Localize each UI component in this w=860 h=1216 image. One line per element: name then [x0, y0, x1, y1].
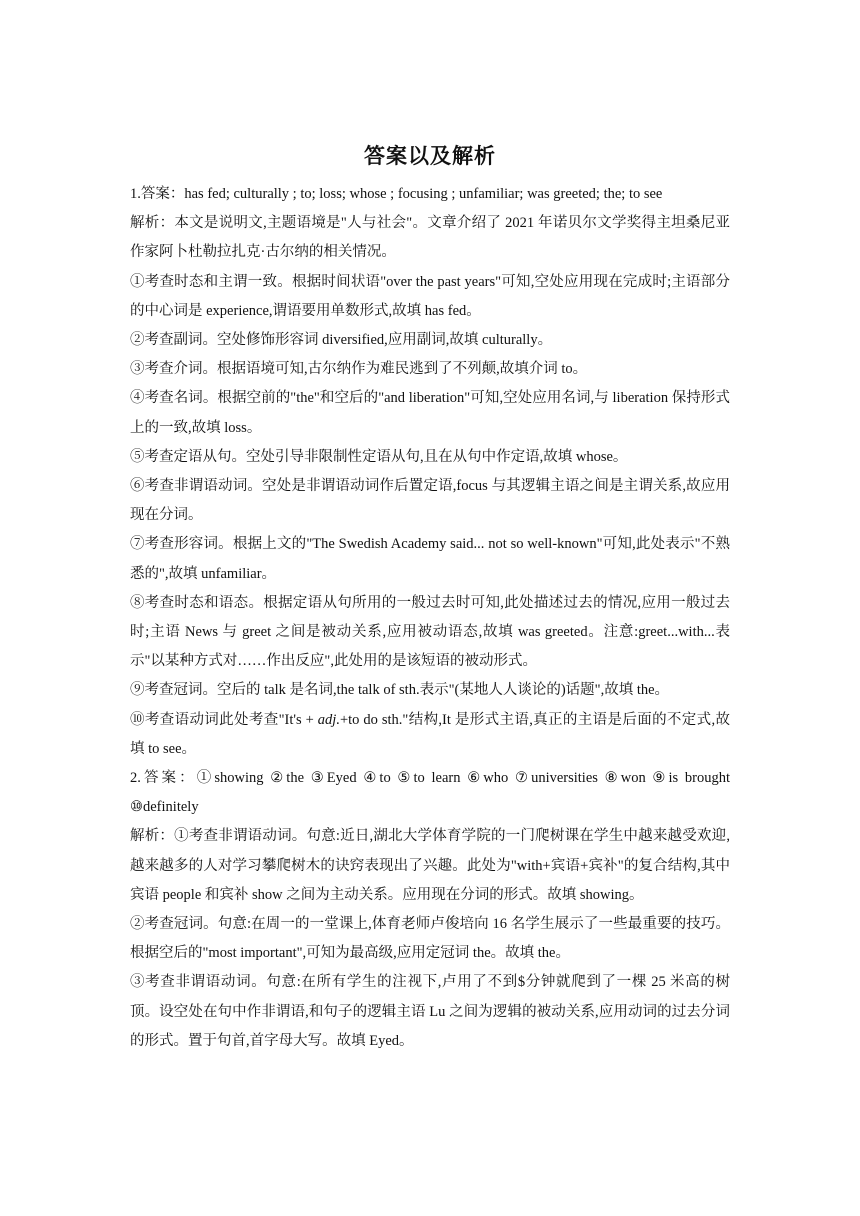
q2-item-2: ②考查冠词。句意:在周一的一堂课上,体育老师卢俊培向 16 名学生展示了一些最重要的技巧。根据空后的"most important",可知为最高级,应用定冠词 the。故填 the。 [130, 916, 730, 962]
q2-answer: 2.答案：①showing ②the ③Eyed ④to ⑤to learn ⑥who ⑦universities ⑧won ⑨is brought ⑩definitely [130, 770, 730, 816]
q1-item-10-italic: adj. [317, 711, 340, 728]
q1-item-9: ⑨考查冠词。空后的 talk 是名词,the talk of sth.表示"(某地人人谈论的)话题",故填 the。 [130, 682, 670, 699]
q1-answer: 1.答案：has fed; culturally ; to; loss; whose ; focusing ; unfamiliar; was greeted; the; to see [130, 186, 663, 202]
q1-item-2: ②考查副词。空处修饰形容词 diversified,应用副词,故填 culturally。 [130, 332, 553, 349]
q1-item-3: ③考查介词。根据语境可知,古尔纳作为难民逃到了不列颠,故填介词 to。 [130, 361, 588, 378]
document-body [130, 180, 730, 1056]
q2-item-3: ③考查非谓语动词。句意:在所有学生的注视下,卢用了不到$分钟就爬到了一棵 25 米高的树顶。设空处在句中作非谓语,和句子的逻辑主语 Lu 之间为逻辑的被动关系,应用动词的过去分词的形式。置于句首,首字母大写。故填 Eyed。 [130, 974, 730, 1049]
q1-item-5: ⑤考查定语从句。空处引导非限制性定语从句,且在从句中作定语,故填 whose。 [130, 448, 628, 465]
q1-item-7: ⑦考查形容词。根据上文的"The Swedish Academy said... not so well-known"可知,此处表示"不熟悉的",故填 unfamiliar。 [130, 536, 730, 582]
q2-item-1: 解析：①考查非谓语动词。句意:近日,湖北大学体育学院的一门爬树课在学生中越来越受欢迎,越来越多的人对学习攀爬树木的诀窍表现出了兴趣。此处为"with+宾语+宾补"的复合结构,其中宾语 people 和宾补 show 之间为主动关系。应用现在分词的形式。故填 showing。 [130, 828, 730, 903]
q1-analysis-intro: 解析：本文是说明文,主题语境是"人与社会"。文章介绍了 2021 年诺贝尔文学奖得主坦桑尼亚作家阿卜杜勒拉扎克·古尔纳的相关情况。 [130, 215, 730, 261]
q1-item-6: ⑥考查非谓语动词。空处是非谓语动词作后置定语,focus 与其逻辑主语之间是主谓关系,故应用现在分词。 [130, 478, 730, 524]
q1-item-10-pre: ⑩考查语动词此处考查"It's + [130, 711, 318, 728]
q1-item-10 [130, 706, 730, 764]
q1-item-1: ①考查时态和主谓一致。根据时间状语"over the past years"可知,空处应用现在完成时;主语部分的中心词是 experience,谓语要用单数形式,故填 has fed。 [130, 273, 730, 319]
q1-item-8: ⑧考查时态和语态。根据定语从句所用的一般过去时可知,此处描述过去的情况,应用一般过去时;主语 News 与 greet 之间是被动关系,应用被动语态,故填 was greeted。注意:greet...with...表示"以某种方式对……作出反应",此处用的是该短语的被动形式。 [130, 594, 730, 670]
q1-item-10-post: +to do sth."结构,It 是形式主语,真正的主语是后面的不定式,故填 to see。 [130, 711, 730, 757]
page-title: 答案以及解析 [364, 144, 496, 168]
q1-item-4: ④考查名词。根据空前的"the"和空后的"and liberation"可知,空处应用名词,与 liberation 保持形式上的一致,故填 loss。 [130, 390, 730, 436]
